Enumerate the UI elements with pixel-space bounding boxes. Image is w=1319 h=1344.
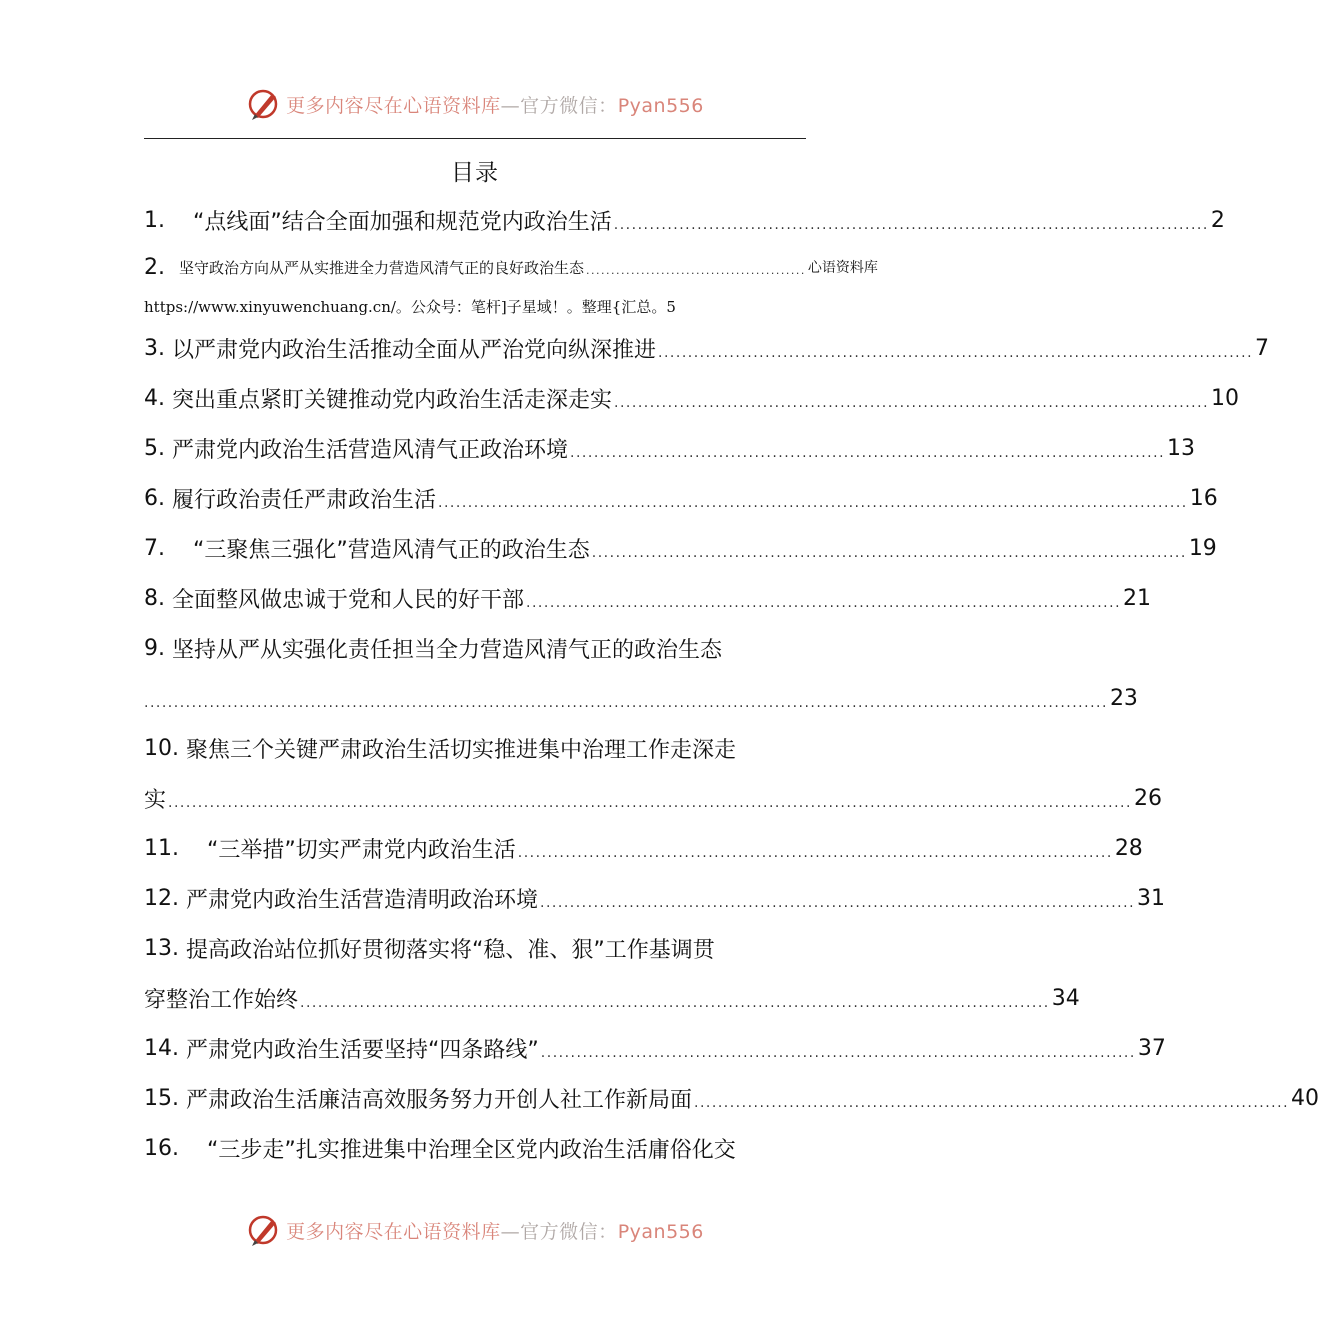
toc-entry-16[interactable]: 16. “三步走”扎实推进集中治理全区党内政治生活庸俗化交 xyxy=(144,1135,736,1163)
toc-entry-6[interactable]: 6. 履行政治责任严肃政治生活 .............................................................................................................................. 16 xyxy=(144,485,1218,513)
toc-entry-7[interactable]: 7. “三聚焦三强化”营造风清气正的政治生态 .................................................................................................... 19 xyxy=(144,535,1217,563)
toc-entry-5[interactable]: 5. 严肃党内政治生活营造风清气正政治环境 .................................................................................................... 13 xyxy=(144,435,1196,463)
dot-leader: .................................................................................................................................................................. xyxy=(168,795,1132,811)
dot-leader: .............................................................................................................................. xyxy=(438,495,1188,511)
toc-entry-8[interactable]: 8. 全面整风做忠诚于党和人民的好干部 .................................................................................................... 21 xyxy=(144,585,1152,613)
toc-entry-11[interactable]: 11. “三举措”切实严肃党内政治生活 .................................................................................................... 28 xyxy=(144,835,1143,863)
toc-entry-10-cont[interactable]: 实 .................................................................................................................................................................. 26 xyxy=(144,785,1162,813)
toc-entry-10[interactable]: 10. 聚焦三个关键严肃政治生活切实推进集中治理工作走深走 xyxy=(144,735,737,763)
toc-entry-13[interactable]: 13. 提高政治站位抓好贯彻落实将“稳、准、狠”工作基调贯 xyxy=(144,935,715,963)
dot-leader: .................................................................................................... xyxy=(613,217,1209,233)
header-banner xyxy=(0,82,950,126)
toc-entry-9-cont[interactable]: .................................................................................................................................................................. 23 xyxy=(144,685,1138,711)
dot-leader: .................................................................................................... xyxy=(540,895,1136,911)
pen-logo-icon xyxy=(246,86,282,122)
watermark-label: 心语资料库 xyxy=(807,260,878,276)
toc-entry-12[interactable]: 12. 严肃党内政治生活营造清明政治环境 .................................................................................................... 31 xyxy=(144,885,1166,913)
dot-leader: .................................................................................................... xyxy=(517,845,1113,861)
toc-entry-3[interactable]: 3. 以严肃党内政治生活推动全面从严治党向纵深推进 .................................................................................................... 7 xyxy=(144,335,1270,363)
toc-entry-15[interactable]: 15. 严肃政治生活廉洁高效服务努力开创人社工作新局面 .................................................................................................... 40 xyxy=(144,1085,1319,1113)
dot-leader: .............................................................................................................................. xyxy=(300,995,1050,1011)
banner-text: 更多内容尽在心语资料库—官方微信：Pyan556 xyxy=(286,94,704,117)
toc-entry-9[interactable]: 9. 坚持从严从实强化责任担当全力营造风清气正的政治生态 xyxy=(144,635,723,663)
dot-leader: .................................................................................................... xyxy=(658,345,1254,361)
footer-banner xyxy=(0,1208,950,1252)
toc-entry-2[interactable]: 2. 坚守政治方向从严从实推进全力营造风清气正的良好政治生态 ............................................ 心语资料库 xyxy=(144,254,878,280)
banner-text: 更多内容尽在心语资料库—官方微信：Pyan556 xyxy=(286,1220,704,1243)
toc-entry-1[interactable]: 1. “点线面”结合全面加强和规范党内政治生活 .................................................................................................... 2 xyxy=(144,207,1225,235)
dot-leader: .................................................................................................... xyxy=(570,445,1166,461)
toc-entry-14[interactable]: 14. 严肃党内政治生活要坚持“四条路线” .................................................................................................... 37 xyxy=(144,1035,1166,1063)
toc-entry-13-cont[interactable]: 穿整治工作始终 .............................................................................................................................. 34 xyxy=(144,985,1080,1013)
table-of-contents xyxy=(144,195,1319,1173)
toc-entry-2-url: https://www.xinyuwenchuang.cn/。公众号：笔杆]子星域！。整理{汇总。5 xyxy=(144,297,676,316)
dot-leader: .................................................................................................................................................................. xyxy=(144,695,1108,711)
toc-entry-4[interactable]: 4. 突出重点紧盯关键推动党内政治生活走深走实 .................................................................................................... 10 xyxy=(144,385,1240,413)
pen-logo-icon xyxy=(246,1212,282,1248)
dot-leader: .................................................................................................... xyxy=(591,545,1187,561)
dot-leader: ............................................ xyxy=(586,263,806,277)
dot-leader: .................................................................................................... xyxy=(526,595,1122,611)
dot-leader: .................................................................................................... xyxy=(694,1095,1290,1111)
dot-leader: .................................................................................................... xyxy=(614,395,1210,411)
header-divider xyxy=(144,138,806,139)
page-title: 目录 xyxy=(451,160,499,186)
dot-leader: .................................................................................................... xyxy=(540,1045,1136,1061)
